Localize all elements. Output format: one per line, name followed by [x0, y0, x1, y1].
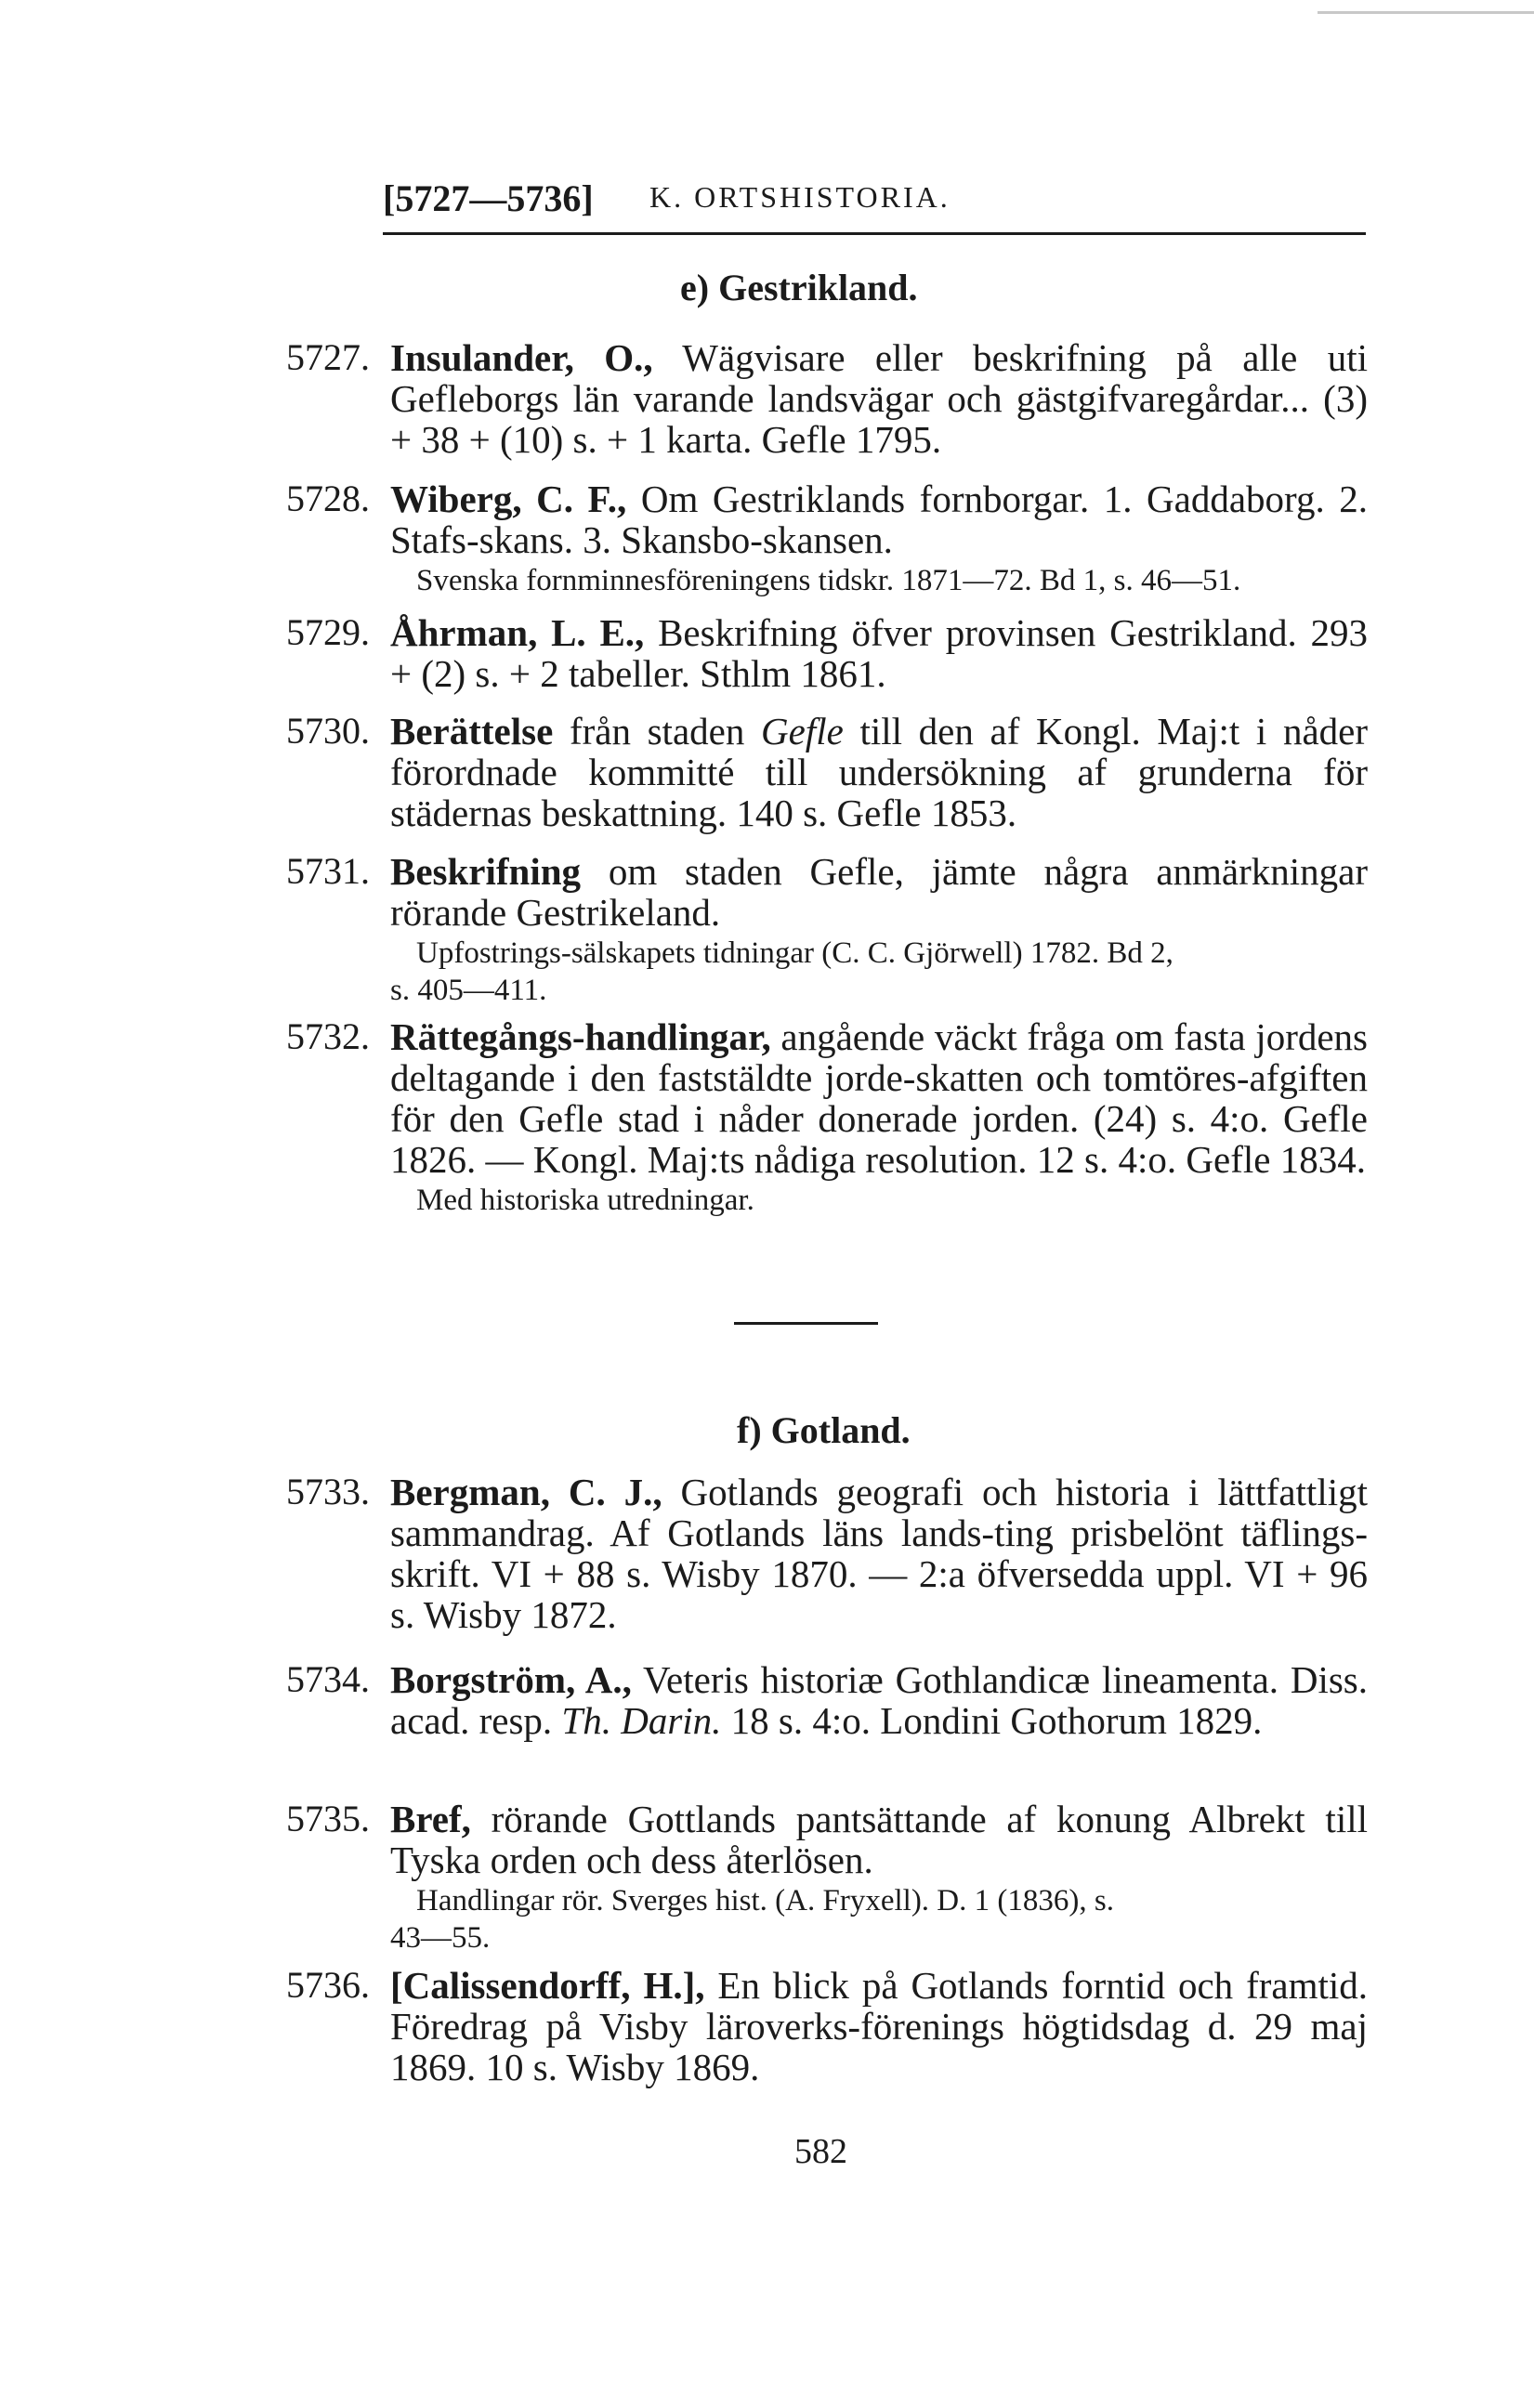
entry-author: Insulander, O.,	[390, 336, 653, 379]
entry-text: Wiberg, C. F., Om Gestriklands fornborgar. 1. Gaddaborg. 2. Stafs-skans. 3. Skansbo-skansen.	[390, 478, 1368, 561]
entry-number: 5728.	[286, 478, 370, 519]
entry-note: Svenska fornminnesföreningens tidskr. 1871—72. Bd 1, s. 46—51.	[416, 564, 1241, 597]
entry-author: Åhrman, L. E.,	[390, 611, 645, 654]
bibliography-entry	[286, 478, 1375, 599]
bibliography-entry	[286, 1016, 1375, 1219]
entry-text: Bergman, C. J., Gotlands geografi och historia i lättfattligt sammandrag. Af Gotlands läns lands-ting prisbelönt täflings-skrift. VI + 88 s. Wisby 1870. — 2:a öfversedda uppl. VI + 96 s. Wisby 1872.	[390, 1471, 1368, 1636]
entry-note: Upfostrings-sälskapets tidningar (C. C. Gjörwell) 1782. Bd 2,	[416, 936, 1173, 970]
entry-note-continued: s. 405—411.	[390, 974, 547, 1007]
header-rule	[383, 232, 1366, 235]
entry-number: 5735.	[286, 1798, 370, 1839]
entry-range: [5727—5736]	[383, 177, 594, 219]
entry-text: Bref, rörande Gottlands pantsättande af konung Albrekt till Tyska orden och dess återlösen.	[390, 1798, 1368, 1881]
entry-note: Handlingar rör. Sverges hist. (A. Fryxell). D. 1 (1836), s.	[416, 1884, 1114, 1917]
bibliography-entry	[286, 711, 1375, 833]
entry-author: Beskrifning	[390, 850, 582, 893]
entry-number: 5731.	[286, 850, 370, 892]
entry-author: Wiberg, C. F.,	[390, 478, 627, 520]
chapter-title: K. ORTSHISTORIA.	[649, 180, 951, 214]
entry-number: 5732.	[286, 1015, 370, 1057]
entry-author: Borgström, A.,	[390, 1658, 632, 1701]
entry-author: Berättelse	[390, 710, 554, 752]
running-header	[383, 177, 1368, 230]
bibliography-entry	[286, 612, 1375, 694]
entry-text: [Calissendorff, H.], En blick på Gotlands forntid och framtid. Föredrag på Visby läroverks-förenings högtidsdag d. 29 maj 1869. 10 s. Wisby 1869.	[390, 1964, 1369, 2088]
section-heading-gotland: f) Gotland.	[737, 1409, 911, 1451]
entry-number: 5730.	[286, 710, 370, 752]
entry-number: 5736.	[286, 1964, 370, 2006]
entry-text: Rättegångs-handlingar, angående väckt fråga om fasta jordens deltagande i den faststäldte jorde-skatten och tomtöres-afgiften för den Gefle stad i nåder donerade jorden. (24) s. 4:o. Gefle 1826. — Kongl. Maj:ts nådiga resolution. 12 s. 4:o. Gefle 1834.	[390, 1015, 1368, 1181]
entry-author: Bref,	[390, 1798, 471, 1840]
bibliography-entry	[286, 1472, 1375, 1635]
bibliography-entry	[286, 851, 1375, 1009]
top-edge-rule	[1318, 11, 1534, 14]
entry-text: Beskrifning om staden Gefle, jämte några anmärkningar rörande Gestrikeland.	[390, 850, 1368, 934]
entry-note: Med historiska utredningar.	[416, 1184, 754, 1217]
entry-text: Borgström, A., Veteris historiæ Gothlandicæ lineamenta. Diss. acad. resp. Th. Darin. 18 s. 4:o. Londini Gothorum 1829.	[390, 1658, 1369, 1742]
bibliography-entry	[286, 1799, 1375, 1956]
bibliography-entry	[286, 1965, 1375, 2087]
entry-author: [Calissendorff, H.],	[390, 1964, 705, 2007]
section-divider	[734, 1322, 878, 1325]
bibliography-entry	[286, 337, 1375, 460]
entry-number: 5727.	[286, 336, 370, 378]
entry-text: Berättelse från staden Gefle till den af Kongl. Maj:t i nåder förordnade kommitté till undersökning af grunderna för städernas beskattning. 140 s. Gefle 1853.	[390, 710, 1368, 834]
entry-number: 5729.	[286, 611, 370, 653]
entry-author: Bergman, C. J.,	[390, 1471, 662, 1513]
entry-text: Åhrman, L. E., Beskrifning öfver provinsen Gestrikland. 293 + (2) s. + 2 tabeller. Sthlm 1861.	[390, 611, 1369, 695]
entry-number: 5734.	[286, 1658, 370, 1700]
entry-text: Insulander, O., Wägvisare eller beskrifning på alle uti Gefleborgs län varande landsvägar och gästgifvaregårdar... (3) + 38 + (10) s. + 1 karta. Gefle 1795.	[390, 336, 1368, 461]
page-number: 582	[794, 2132, 847, 2171]
entry-note-continued: 43—55.	[390, 1921, 491, 1955]
bibliography-entry	[286, 1659, 1375, 1741]
entry-author: Rättegångs-handlingar,	[390, 1015, 771, 1058]
entry-number: 5733.	[286, 1471, 370, 1512]
section-heading-gestrikland: e) Gestrikland.	[680, 267, 918, 308]
